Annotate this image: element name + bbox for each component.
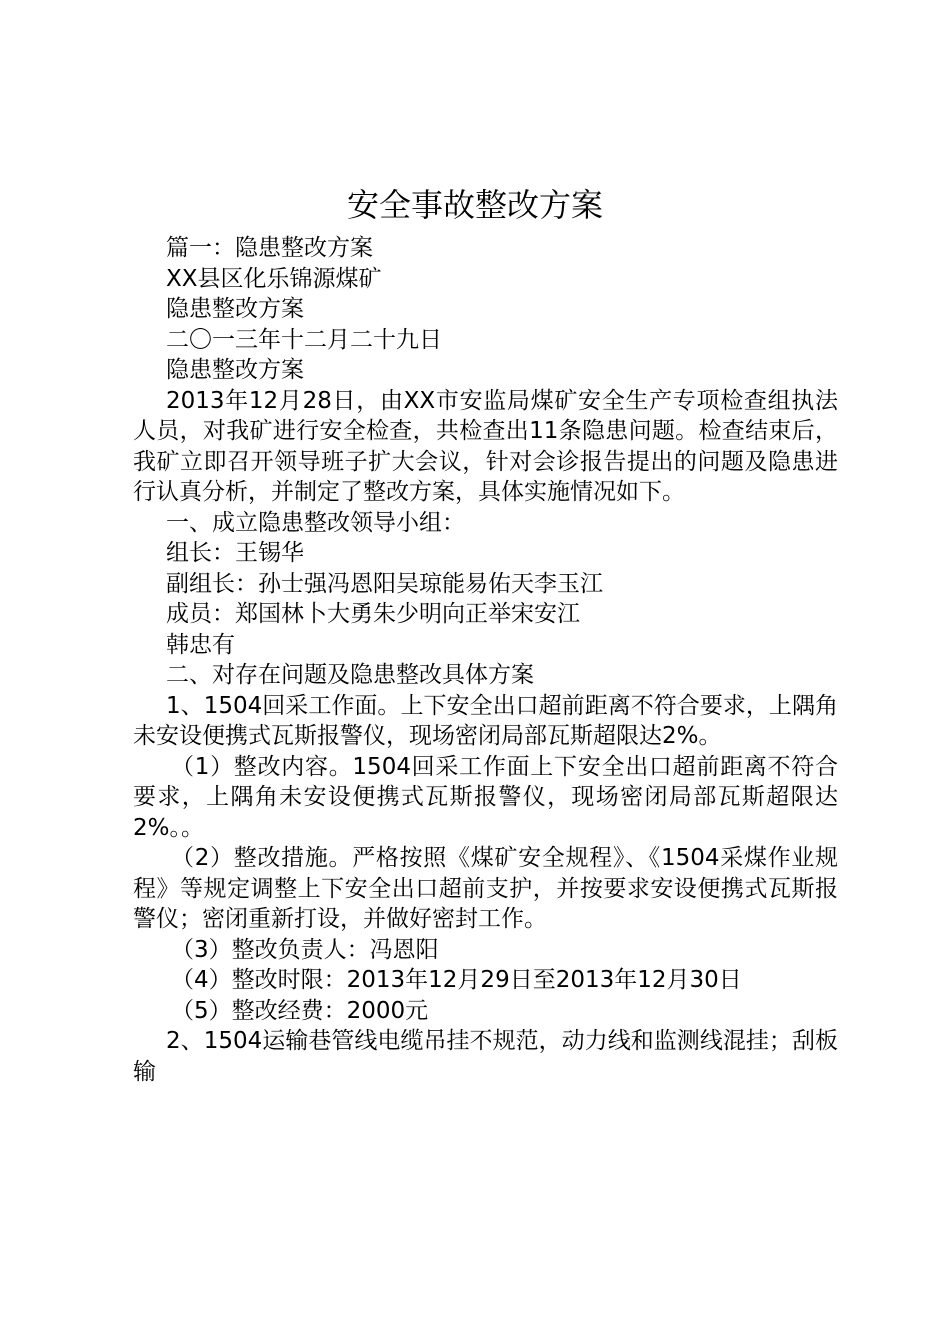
team-members: 成员：郑国林卜大勇朱少明向正举宋安江 — [166, 601, 580, 627]
document-body — [133, 233, 838, 1087]
issue-1-content: （1）整改内容。1504回采工作面上下安全出口超前距离不符合要求，上隅角未安设便携式瓦斯报警仪，现场密闭局部瓦斯超限达2%。。 — [133, 753, 838, 841]
team-leader: 组长：王锡华 — [166, 540, 304, 566]
section-one-heading: 一、成立隐患整改领导小组： — [166, 509, 465, 536]
intro-paragraph: 2013年12月28日，由XX市安监局煤矿安全生产专项检查组执法人员，对我矿进行安全检查，共检查出11条隐患问题。检查结束后，我矿立即召开领导班子扩大会议，针对会诊报告提出的问题及隐患进行认真分析，并制定了整改方案，具体实施情况如下。 — [133, 387, 838, 505]
issue-2: 2、1504运输巷管线电缆吊挂不规范，动力线和监测线混挂；刮板输 — [133, 1028, 838, 1085]
document-title: 安全事故整改方案 — [346, 186, 603, 224]
issue-1-deadline: （4）整改时限：2013年12月29日至2013年12月30日 — [171, 967, 742, 993]
issue-1-responsible: （3）整改负责人：冯恩阳 — [171, 936, 439, 963]
issue-1-budget: （5）整改经费：2000元 — [171, 997, 429, 1024]
section-heading: 篇一：隐患整改方案 — [166, 235, 373, 261]
section-two-heading: 二、对存在问题及隐患整改具体方案 — [166, 662, 534, 688]
plan-subtitle: 隐患整改方案 — [166, 296, 304, 322]
team-members-continued: 韩忠有 — [166, 631, 235, 658]
plan-heading: 隐患整改方案 — [166, 357, 304, 383]
issue-1: 1、1504回采工作面。上下安全出口超前距离不符合要求，上隅角未安设便携式瓦斯报警仪，现场密闭局部瓦斯超限达2%。 — [133, 692, 838, 749]
team-deputy-leaders: 副组长：孙士强冯恩阳吴琼能易佑天李玉江 — [166, 570, 603, 597]
issue-1-measures: （2）整改措施。严格按照《煤矿安全规程》、《1504采煤作业规程》等规定调整上下安全出口超前支护，并按要求安设便携式瓦斯报警仪；密闭重新打设，并做好密封工作。 — [133, 845, 838, 932]
mine-name: XX县区化乐锦源煤矿 — [166, 265, 382, 292]
document-date: 二〇一三年十二月二十九日 — [166, 326, 442, 353]
